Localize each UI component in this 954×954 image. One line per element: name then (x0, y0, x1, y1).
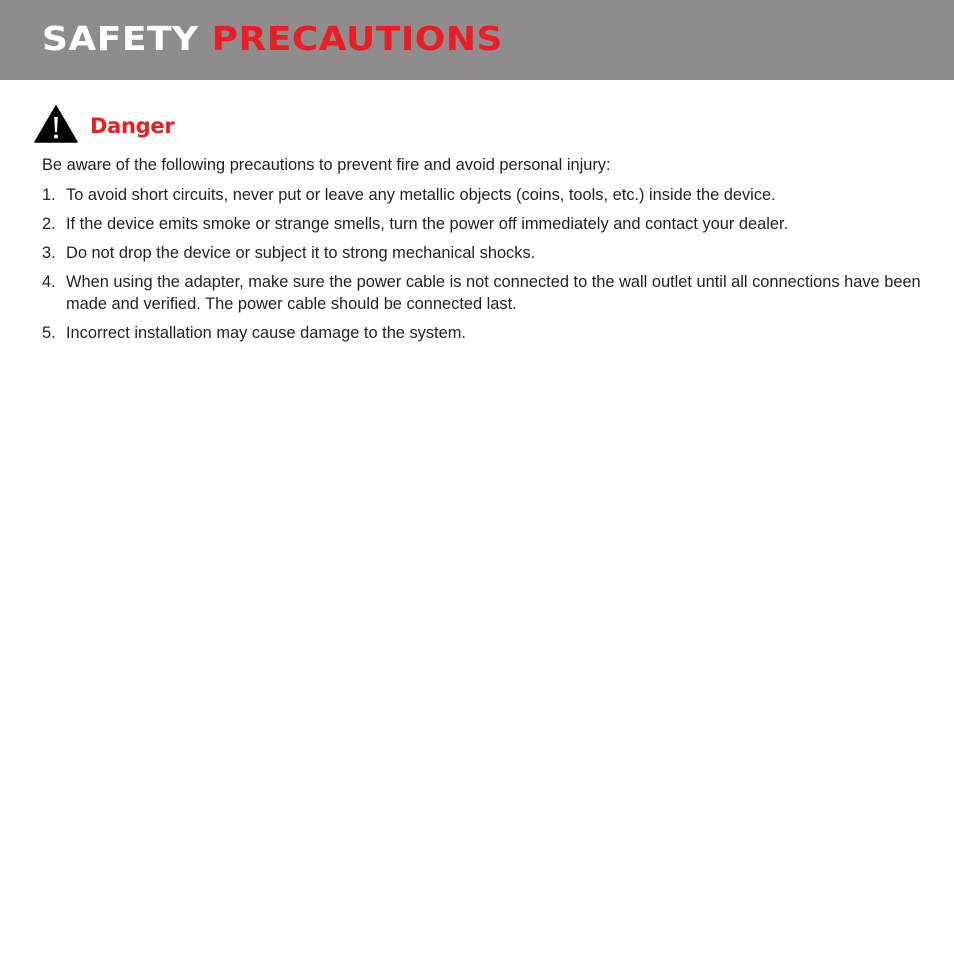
precaution-item (42, 213, 922, 235)
precaution-item (42, 322, 922, 344)
item-text: Do not drop the device or subject it to strong mechanical shocks. (66, 244, 536, 262)
item-text: If the device emits smoke or strange smells, turn the power off immediately and contact your dealer. (66, 215, 789, 233)
item-number: 3. (42, 244, 56, 262)
page-title-precautions: PRECAUTIONS (211, 20, 503, 59)
page-title-safety: SAFETY (42, 20, 199, 59)
item-text: Incorrect installation may cause damage to the system. (66, 324, 466, 342)
precautions-list (42, 184, 922, 351)
precaution-item (42, 242, 922, 264)
precaution-item (42, 184, 922, 206)
danger-section-header (34, 104, 174, 144)
precaution-item (42, 271, 922, 315)
warning-triangle-icon (34, 105, 78, 143)
item-text: When using the adapter, make sure the power cable is not connected to the wall outlet until all connections have been made and verified. The power cable should be connected last. (66, 273, 921, 313)
item-number: 2. (42, 215, 56, 233)
item-number: 1. (42, 186, 56, 204)
item-text: To avoid short circuits, never put or leave any metallic objects (coins, tools, etc.) inside the device. (66, 186, 776, 204)
intro-text: Be aware of the following precautions to prevent fire and avoid personal injury: (42, 156, 611, 174)
page-title (42, 16, 503, 64)
item-number: 4. (42, 273, 56, 291)
danger-heading: Danger (90, 114, 175, 138)
item-number: 5. (42, 324, 56, 342)
header-band (0, 0, 954, 80)
